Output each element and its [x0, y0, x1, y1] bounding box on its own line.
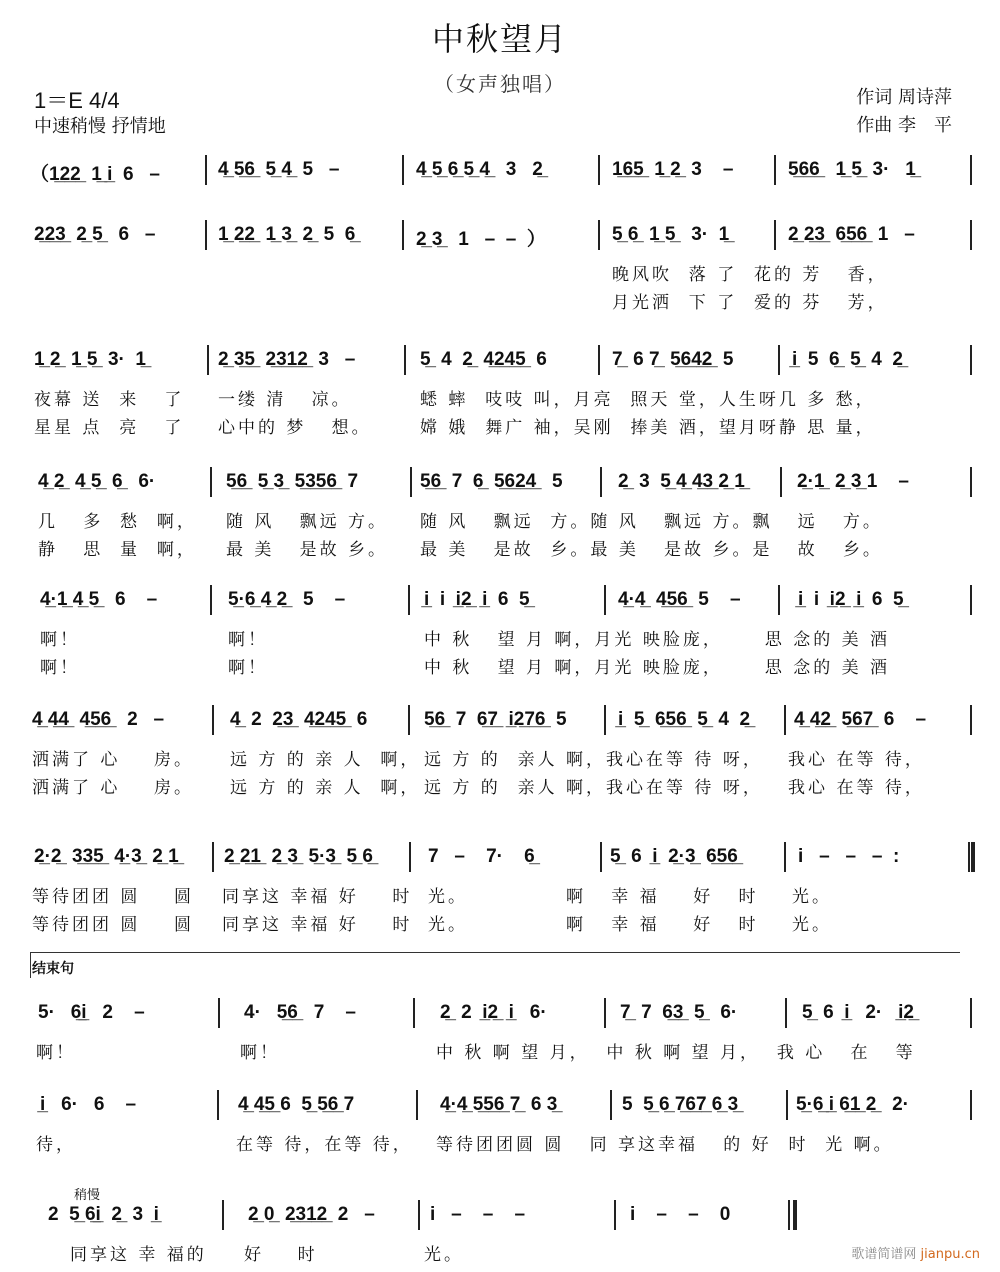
lyric-segment: 光。 [424, 1245, 464, 1265]
lyric-segment: 同享这 幸福 好 时 [222, 915, 413, 935]
song-title: 中秋望月 [431, 20, 568, 58]
bar-line [778, 585, 780, 615]
lyric-segment: 等待团团圆 圆 同 享这幸福 的 好 时 光 啊。 [436, 1135, 894, 1155]
bar-line [402, 220, 404, 250]
bar-line [785, 998, 787, 1028]
lyric-line-1 [0, 745, 1000, 769]
measure: 5̲6̲ 5̲ 3̲ 5̲3̲5̲6̲ 7 [226, 471, 359, 492]
measure: 4̲ 4̲5̲ 6 5̲ 5̲6̲ 7 [238, 1094, 355, 1115]
measure: i – – 0 [630, 1204, 731, 1225]
measure: 4̲ 4̲2̲ 5̲6̲7̲ 6 – [794, 709, 927, 730]
measure: i̲ 6· 6 – [40, 1094, 137, 1115]
tempo-marking: 中速稍慢 抒情地 [34, 116, 166, 137]
bar-line [408, 585, 410, 615]
measure: 2̲·2̲ 3̲3̲5̲ 4̲·3̲ 2̲ 1̲ [34, 846, 179, 867]
lyric-segment: 随 风 飘远 方。随 风 飘远 方。飘 远 方。 [420, 512, 883, 532]
bar-line [218, 998, 220, 1028]
bar-line [784, 842, 786, 872]
performance-type: （女声独唱） [434, 72, 566, 96]
bar-line [968, 842, 970, 872]
bar-line [210, 467, 212, 497]
measure: 5̲6̲ 7 6̲ 5̲6̲2̲4̲ 5 [420, 471, 563, 492]
bar-line [786, 1090, 788, 1120]
notation-line [0, 220, 1000, 254]
measure: 2̲ 0̲ 2̲3̲1̲2̲ 2 – [248, 1204, 375, 1225]
bar-line [598, 155, 600, 185]
coda-bracket-edge [30, 952, 31, 978]
bar-line [604, 998, 606, 1028]
measure: 2̲ 2 i̲2̲ i̲ 6· [440, 1002, 547, 1023]
measure: 5̲·6̲ i̲ 6̲1̲ 2̲ 2· [796, 1094, 910, 1115]
lyric-segment: 中 秋 望 月 啊，月光 映脸庞， 思 念的 美 酒 [424, 658, 891, 678]
measure: 5̲·6̲ 4̲ 2̲ 5 – [228, 589, 346, 610]
lyric-segment: 远 方 的 亲人 啊，我心在等 待 呀， 我心 在等 待， [424, 778, 925, 798]
lyric-segment: 远 方 的 亲 人 啊， [230, 778, 421, 798]
notation-line [0, 467, 1000, 501]
measure: 4̲ 4̲4̲ 4̲5̲6̲ 2 – [32, 709, 165, 730]
lyric-segment: 啊！ [228, 630, 268, 650]
lyric-segment: 月光洒 下 了 爱的 芬 芳， [612, 293, 888, 313]
notation-line [0, 1090, 1000, 1124]
bar-line [970, 345, 972, 375]
final-bar-thin [788, 1200, 790, 1230]
bar-line [598, 220, 600, 250]
lyric-line-1 [0, 882, 1000, 906]
lyric-segment: 几 多 愁 啊， [38, 512, 197, 532]
measure: i̲ i i̲2̲ i̲ 6 5̲ [424, 589, 530, 610]
bar-line [778, 345, 780, 375]
lyric-segment: 最 美 是故 乡。 [226, 540, 389, 560]
bar-line [970, 585, 972, 615]
lyric-segment: 远 方 的 亲 人 啊， [230, 750, 421, 770]
lyric-segment: 啊 幸 福 好 时 光。 [566, 887, 833, 907]
lyric-segment: 中 秋 望 月 啊，月光 映脸庞， 思 念的 美 酒 [424, 630, 891, 650]
measure: 4̲·4̲ 5̲5̲6̲ 7̲ 6 3̲ [440, 1094, 558, 1115]
measure: 5̲ 6 i̲ 2̲·3̲ 6̲5̲6̲ [610, 846, 738, 867]
lyric-segment: 待， [36, 1135, 76, 1155]
bar-line [205, 155, 207, 185]
measure: 2̲·1̲ 2̲ 3̲ 1 – [797, 471, 909, 492]
bar-line [212, 842, 214, 872]
bar-line [970, 220, 972, 250]
lyric-segment: 心中的 梦 想。 [218, 418, 372, 438]
bar-line [222, 1200, 224, 1230]
measure: 5 5̲ 6̲ 7̲6̲7̲ 6̲ 3̲ [622, 1094, 739, 1115]
slower-marking: 稍慢 [74, 1188, 101, 1203]
lyric-line-1 [0, 1240, 1000, 1264]
notation-line [0, 585, 1000, 619]
coda-bracket-line [30, 952, 960, 953]
lyric-segment: 啊！ [240, 1043, 280, 1063]
bar-line [404, 345, 406, 375]
bar-line [970, 705, 972, 735]
measure: 2̲ 2̲3̲ 6̲5̲6̲ 1 – [788, 224, 915, 245]
measure: 7 – 7· 6̲ [428, 846, 535, 867]
measure: 5̲6̲6̲ 1̲ 5̲ 3· 1̲ [788, 159, 916, 180]
lyric-line-2 [0, 773, 1000, 797]
lyric-line-1 [0, 385, 1000, 409]
measure: 2̲ 3̲5̲ 2̲3̲1̲2̲ 3 – [218, 349, 356, 370]
bar-line [614, 1200, 616, 1230]
measure: 4̲·4̲ 4̲5̲6̲ 5 – [618, 589, 741, 610]
measure: 2̲ 3 5̲ 4̲ 4̲3̲ 2̲ 1̲ [618, 471, 745, 492]
measure: 5̲6̲ 7 6̲7̲ i̲2̲7̲6̲ 5 [424, 709, 567, 730]
lyric-segment: 蟋 蟀 吱吱 叫，月亮 照天 堂，人生呀几 多 愁， [420, 390, 876, 410]
measure: 4· 5̲6̲ 7 – [244, 1002, 356, 1023]
lyric-line-1 [0, 260, 1000, 284]
key-time-signature: 1＝E 4/4 [34, 88, 120, 113]
lyric-line-2 [0, 288, 1000, 312]
bar-line [205, 220, 207, 250]
lyric-segment: 同享这 幸福 好 时 [222, 887, 413, 907]
measure: i̲ i i̲2̲ i̲ 6 5̲ [798, 589, 904, 610]
lyric-segment: 静 思 量 啊， [38, 540, 197, 560]
lyric-segment: 啊！ [40, 658, 80, 678]
lyric-segment: 夜幕 送 来 了 [34, 390, 185, 410]
measure: 1̲ 2̲ 1̲ 5̲ 3· 1̲ [34, 349, 146, 370]
notation-line [0, 705, 1000, 739]
watermark-en: jianpu.cn [920, 1247, 980, 1262]
bar-line [416, 1090, 418, 1120]
measure: 4̲ 2 2̲3̲ 4̲2̲4̲5̲ 6 [230, 709, 368, 730]
bar-line [409, 842, 411, 872]
measure: i̲ 5 6̲ 5̲ 4 2̲ [792, 349, 903, 370]
lyric-segment: 光。 [428, 915, 468, 935]
lyric-segment: 远 方 的 亲人 啊，我心在等 待 呀， 我心 在等 待， [424, 750, 925, 770]
lyric-segment: 啊 幸 福 好 时 光。 [566, 915, 833, 935]
measure: 4̲ 2̲ 4̲ 5̲ 6̲ 6· [38, 471, 156, 492]
lyric-segment: 等待团团 圆 圆 [32, 915, 195, 935]
notation-line [0, 345, 1000, 379]
lyric-segment: 中 秋 啊 望 月， 中 秋 啊 望 月， 我 心 在 等 [436, 1043, 916, 1063]
lyric-line-1 [0, 1038, 1000, 1062]
measure: 7̲ 7 6̲3̲ 5̲ 6· [620, 1002, 738, 1023]
measure: （1̲2̲2̲ 1̲ i̲ 6 – [30, 164, 160, 185]
lyric-line-2 [0, 910, 1000, 934]
lyric-segment: 啊！ [228, 658, 268, 678]
lyric-segment: 好 时 [244, 1245, 318, 1265]
notation-line [0, 155, 1000, 189]
lyric-segment: 洒满了 心 房。 [32, 778, 195, 798]
bar-line [610, 1090, 612, 1120]
bar-line [774, 220, 776, 250]
final-bar-thick [793, 1200, 797, 1230]
coda-label: 结束句 [32, 961, 74, 977]
lyric-segment: 嫦 娥 舞广 袖，吴刚 捧美 酒，望月呀静 思 量， [420, 418, 876, 438]
lyric-line-2 [0, 413, 1000, 437]
bar-line [207, 345, 209, 375]
bar-line [413, 998, 415, 1028]
measure: 5̲ 6 i̲ 2· i̲2̲ [802, 1002, 914, 1023]
measure: 2̲ 3̲ 1 – – ） [416, 229, 546, 250]
measure: 5· 6̲i̲ 2 – [38, 1002, 145, 1023]
measure: 4̲ 5̲ 6̲ 5̲ 4̲ 3 2̲ [416, 159, 543, 180]
measure: i̲ 5̲ 6̲5̲6̲ 5̲ 4 2̲ [618, 709, 751, 730]
measure: 1̲ 2̲2̲ 1̲ 3̲ 2̲ 5 6̲ [218, 224, 356, 245]
lyric-segment: 啊！ [40, 630, 80, 650]
lyric-segment: 洒满了 心 房。 [32, 750, 195, 770]
repeat-end-bar [971, 842, 975, 872]
lyric-line-2 [0, 653, 1000, 677]
lyric-segment: 星星 点 亮 了 [34, 418, 185, 438]
lyric-segment: 晚风吹 落 了 花的 芳 香， [612, 265, 888, 285]
lyric-segment: 随 风 飘远 方。 [226, 512, 389, 532]
lyric-line-1 [0, 625, 1000, 649]
bar-line [217, 1090, 219, 1120]
bar-line [212, 705, 214, 735]
measure: 5̲ 4 2̲ 4̲2̲4̲5̲ 6 [420, 349, 547, 370]
watermark [851, 1243, 980, 1262]
bar-line [970, 998, 972, 1028]
measure: i – – – [430, 1204, 526, 1225]
bar-line [600, 467, 602, 497]
measure: i – – – : [798, 846, 900, 867]
lyric-segment: 啊！ [36, 1043, 76, 1063]
composer: 作曲 李 平 [856, 115, 952, 136]
measure: 7̲ 6 7̲ 5̲6̲4̲2̲ 5 [612, 349, 734, 370]
notation-line [0, 842, 1000, 876]
measure: 2̲ 2̲1̲ 2̲ 3̲ 5̲·3̲ 5̲ 6̲ [224, 846, 373, 867]
bar-line [780, 467, 782, 497]
lyric-segment: 同享这 幸 福的 [70, 1245, 207, 1265]
lyric-line-1 [0, 1130, 1000, 1154]
bar-line [210, 585, 212, 615]
bar-line [598, 345, 600, 375]
bar-line [604, 585, 606, 615]
lyric-segment: 最 美 是故 乡。最 美 是故 乡。是 故 乡。 [420, 540, 883, 560]
bar-line [604, 705, 606, 735]
bar-line [970, 155, 972, 185]
measure: 4̲·1̲ 4̲ 5̲ 6 – [40, 589, 158, 610]
bar-line [970, 467, 972, 497]
measure: 2 5̲ 6̲i̲ 2̲ 3 i̲ [48, 1204, 159, 1225]
lyricist: 作词 周诗萍 [856, 87, 952, 108]
measure: 1̲6̲5̲ 1̲ 2̲ 3 – [612, 159, 734, 180]
watermark-cn: 歌谱简谱网 [851, 1247, 917, 1262]
notation-line [0, 998, 1000, 1032]
bar-line [600, 842, 602, 872]
measure: 5̲ 6̲ 1̲ 5̲ 3· 1̲ [612, 224, 730, 245]
measure: 4̲ 5̲6̲ 5̲ 4̲ 5 – [218, 159, 340, 180]
lyric-segment: 在等 待，在等 待， [236, 1135, 413, 1155]
bar-line [410, 467, 412, 497]
lyric-segment: 等待团团 圆 圆 [32, 887, 195, 907]
notation-line [0, 1200, 1000, 1234]
bar-line [408, 705, 410, 735]
lyric-segment: 光。 [428, 887, 468, 907]
bar-line [402, 155, 404, 185]
lyric-line-1 [0, 507, 1000, 531]
bar-line [970, 1090, 972, 1120]
bar-line [784, 705, 786, 735]
lyric-segment: 一缕 清 凉。 [218, 390, 352, 410]
credits [856, 84, 952, 140]
bar-line [774, 155, 776, 185]
bar-line [418, 1200, 420, 1230]
measure: 2̲2̲3̲ 2̲ 5̲ 6 – [34, 224, 156, 245]
lyric-line-2 [0, 535, 1000, 559]
